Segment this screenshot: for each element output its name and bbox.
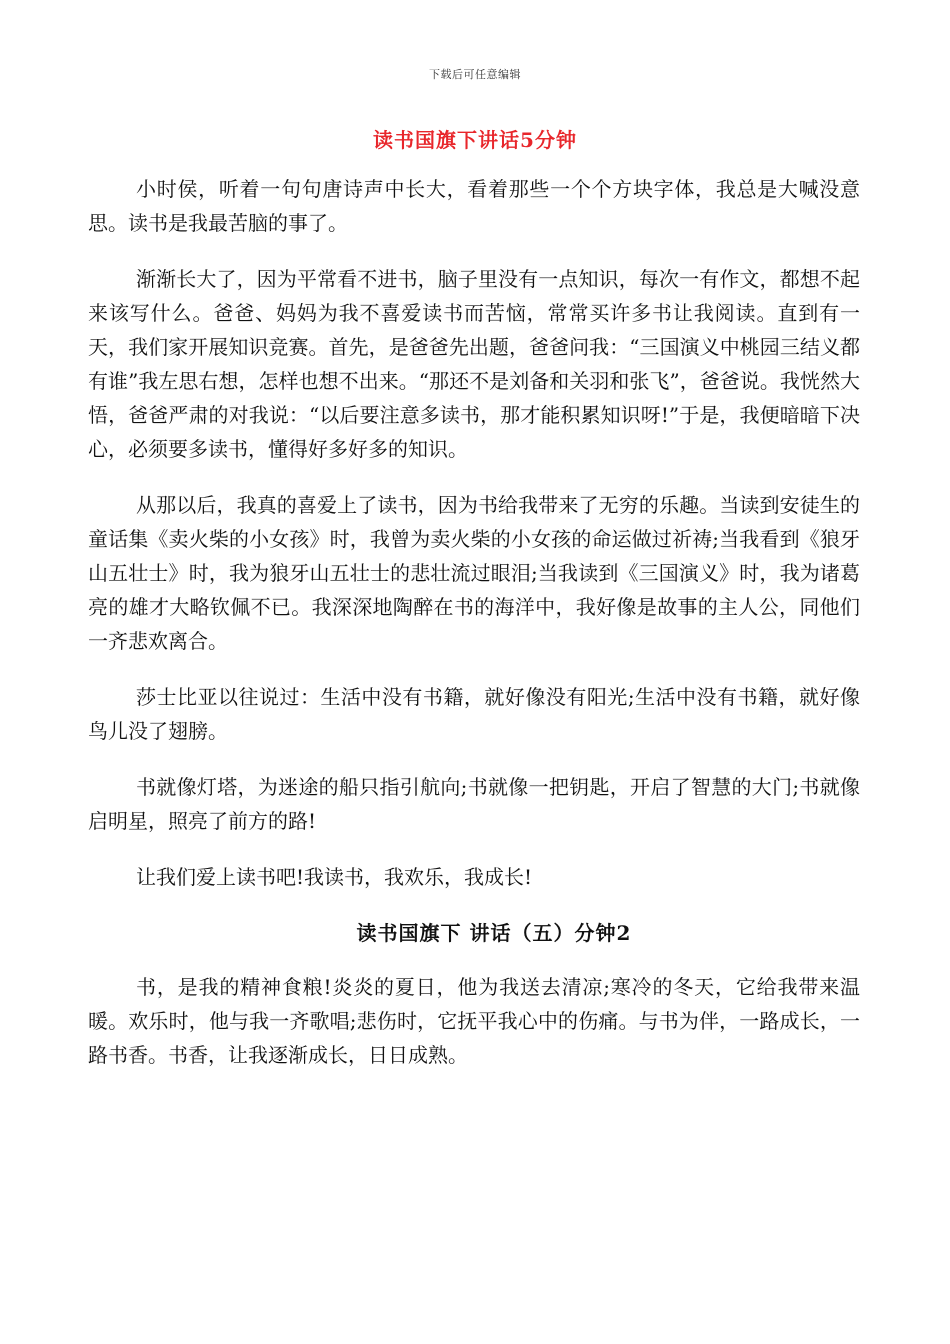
section-title: 读书国旗下 讲话（五）分钟2 xyxy=(356,921,632,945)
document-body xyxy=(88,172,860,1094)
paragraph: 书，是我的精神食粮!炎炎的夏日，他为我送去清凉;寒冷的冬天，它给我带来温暖。欢乐时，他与我一齐歌唱;悲伤时，它抚平我心中的伤痛。与书为伴，一路成长，一路书香。书香，让我逐渐成长，日日成熟。 xyxy=(88,975,860,1067)
paragraph: 从那以后，我真的喜爱上了读书，因为书给我带来了无穷的乐趣。当读到安徒生的童话集《卖火柴的小女孩》时，我曾为卖火柴的小女孩的命运做过祈祷;当我看到《狼牙山五壮士》时，我为狼牙山五壮士的悲壮流过眼泪;当我读到《三国演义》时，我为诸葛亮的雄才大略钦佩不已。我深深地陶醉在书的海洋中，我好像是故事的主人公，同他们一齐悲欢离合。 xyxy=(88,493,860,653)
paragraph: 小时侯，听着一句句唐诗声中长大，看着那些一个个方块字体，我总是大喊没意思。读书是我最苦脑的事了。 xyxy=(88,177,860,235)
paragraph: 让我们爱上读书吧!我读书，我欢乐，我成长! xyxy=(136,865,533,889)
paragraph: 书就像灯塔，为迷途的船只指引航向;书就像一把钥匙，开启了智慧的大门;书就像启明星，照亮了前方的路! xyxy=(88,775,860,833)
paragraph: 渐渐长大了，因为平常看不进书，脑子里没有一点知识，每次一有作文，都想不起来该写什么。爸爸、妈妈为我不喜爱读书而苦恼，常常买许多书让我阅读。直到有一天，我们家开展知识竞赛。首先，是爸爸先出题，爸爸问我：“三国演义中桃园三结义都有谁”我左思右想，怎样也想不出来。“那还不是刘备和关羽和张飞”，爸爸说。我恍然大悟，爸爸严肃的对我说：“以后要注意多读书，那才能积累知识呀!”于是，我便暗暗下决心，必须要多读书，懂得好多好多的知识。 xyxy=(88,267,860,461)
document-title: 读书国旗下讲话5分钟 xyxy=(373,128,577,152)
header-note: 下载后可任意编辑 xyxy=(429,68,521,81)
paragraph: 莎士比亚以往说过：生活中没有书籍，就好像没有阳光;生活中没有书籍，就好像鸟儿没了翅膀。 xyxy=(88,685,860,743)
